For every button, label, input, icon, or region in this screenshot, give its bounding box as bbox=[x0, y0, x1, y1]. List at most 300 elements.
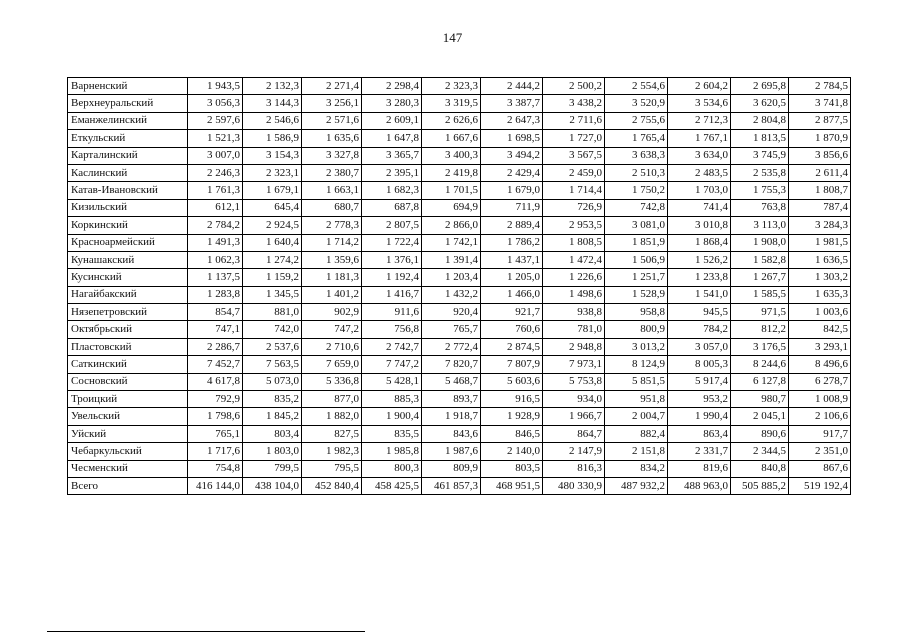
value-cell: 2 132,3 bbox=[243, 78, 302, 95]
district-name-cell: Карталинский bbox=[68, 147, 188, 164]
value-cell: 2 807,5 bbox=[362, 217, 422, 234]
value-cell: 2 298,4 bbox=[362, 78, 422, 95]
district-name-cell: Кусинский bbox=[68, 269, 188, 286]
district-name-cell: Увельский bbox=[68, 408, 188, 425]
value-cell: 1 813,5 bbox=[731, 130, 789, 147]
value-cell: 765,1 bbox=[188, 425, 243, 442]
table-row bbox=[68, 199, 851, 216]
table-row bbox=[68, 356, 851, 373]
value-cell: 920,4 bbox=[422, 304, 481, 321]
district-name-cell: Сосновский bbox=[68, 373, 188, 390]
value-cell: 1 498,6 bbox=[543, 286, 605, 303]
value-cell: 8 124,9 bbox=[605, 356, 668, 373]
value-cell: 1 274,2 bbox=[243, 251, 302, 268]
value-cell: 1 981,5 bbox=[789, 234, 851, 251]
value-cell: 1 181,3 bbox=[302, 269, 362, 286]
value-cell: 7 452,7 bbox=[188, 356, 243, 373]
value-cell: 1 803,0 bbox=[243, 443, 302, 460]
value-cell: 1 742,1 bbox=[422, 234, 481, 251]
table-row bbox=[68, 443, 851, 460]
table-row bbox=[68, 304, 851, 321]
value-cell: 800,9 bbox=[605, 321, 668, 338]
value-cell: 3 319,5 bbox=[422, 95, 481, 112]
value-cell: 917,7 bbox=[789, 425, 851, 442]
value-cell: 2 323,1 bbox=[243, 164, 302, 181]
value-cell: 953,2 bbox=[668, 391, 731, 408]
value-cell: 2 866,0 bbox=[422, 217, 481, 234]
value-cell: 711,9 bbox=[481, 199, 543, 216]
value-cell: 3 010,8 bbox=[668, 217, 731, 234]
value-cell: 3 638,3 bbox=[605, 147, 668, 164]
value-cell: 834,2 bbox=[605, 460, 668, 477]
value-cell: 2 546,6 bbox=[243, 112, 302, 129]
value-cell: 2 571,6 bbox=[302, 112, 362, 129]
value-cell: 877,0 bbox=[302, 391, 362, 408]
value-cell: 2 004,7 bbox=[605, 408, 668, 425]
value-cell: 2 271,4 bbox=[302, 78, 362, 95]
value-cell: 863,4 bbox=[668, 425, 731, 442]
value-cell: 3 494,2 bbox=[481, 147, 543, 164]
value-cell: 881,0 bbox=[243, 304, 302, 321]
value-cell: 792,9 bbox=[188, 391, 243, 408]
value-cell: 505 885,2 bbox=[731, 477, 789, 494]
value-cell: 1 203,4 bbox=[422, 269, 481, 286]
district-name-cell: Кизильский bbox=[68, 199, 188, 216]
value-cell: 3 293,1 bbox=[789, 338, 851, 355]
value-cell: 1 990,4 bbox=[668, 408, 731, 425]
district-name-cell: Катав-Ивановский bbox=[68, 182, 188, 199]
value-cell: 816,3 bbox=[543, 460, 605, 477]
value-cell: 3 113,0 bbox=[731, 217, 789, 234]
value-cell: 726,9 bbox=[543, 199, 605, 216]
value-cell: 958,8 bbox=[605, 304, 668, 321]
value-cell: 1 808,5 bbox=[543, 234, 605, 251]
value-cell: 1 416,7 bbox=[362, 286, 422, 303]
value-cell: 1 717,6 bbox=[188, 443, 243, 460]
value-cell: 8 496,6 bbox=[789, 356, 851, 373]
value-cell: 945,5 bbox=[668, 304, 731, 321]
value-cell: 6 278,7 bbox=[789, 373, 851, 390]
value-cell: 3 620,5 bbox=[731, 95, 789, 112]
value-cell: 1 663,1 bbox=[302, 182, 362, 199]
value-cell: 1 870,9 bbox=[789, 130, 851, 147]
value-cell: 2 611,4 bbox=[789, 164, 851, 181]
value-cell: 741,4 bbox=[668, 199, 731, 216]
value-cell: 787,4 bbox=[789, 199, 851, 216]
value-cell: 1 205,0 bbox=[481, 269, 543, 286]
value-cell: 2 877,5 bbox=[789, 112, 851, 129]
value-cell: 2 140,0 bbox=[481, 443, 543, 460]
district-name-cell: Кунашакский bbox=[68, 251, 188, 268]
value-cell: 3 387,7 bbox=[481, 95, 543, 112]
value-cell: 5 753,8 bbox=[543, 373, 605, 390]
value-cell: 835,5 bbox=[362, 425, 422, 442]
value-cell: 480 330,9 bbox=[543, 477, 605, 494]
value-cell: 1 765,4 bbox=[605, 130, 668, 147]
value-cell: 468 951,5 bbox=[481, 477, 543, 494]
value-cell: 519 192,4 bbox=[789, 477, 851, 494]
value-cell: 8 244,6 bbox=[731, 356, 789, 373]
value-cell: 921,7 bbox=[481, 304, 543, 321]
value-cell: 1 528,9 bbox=[605, 286, 668, 303]
value-cell: 3 154,3 bbox=[243, 147, 302, 164]
value-cell: 7 973,1 bbox=[543, 356, 605, 373]
value-cell: 803,4 bbox=[243, 425, 302, 442]
value-cell: 2 712,3 bbox=[668, 112, 731, 129]
table-body bbox=[68, 78, 851, 495]
value-cell: 1 432,2 bbox=[422, 286, 481, 303]
value-cell: 3 520,9 bbox=[605, 95, 668, 112]
value-cell: 1 701,5 bbox=[422, 182, 481, 199]
value-cell: 3 056,3 bbox=[188, 95, 243, 112]
value-cell: 645,4 bbox=[243, 199, 302, 216]
value-cell: 3 007,0 bbox=[188, 147, 243, 164]
table-row bbox=[68, 234, 851, 251]
value-cell: 3 081,0 bbox=[605, 217, 668, 234]
value-cell: 902,9 bbox=[302, 304, 362, 321]
value-cell: 2 784,5 bbox=[789, 78, 851, 95]
value-cell: 2 804,8 bbox=[731, 112, 789, 129]
page-number: 147 bbox=[442, 30, 463, 45]
value-cell: 2 429,4 bbox=[481, 164, 543, 181]
table-row bbox=[68, 95, 851, 112]
value-cell: 5 336,8 bbox=[302, 373, 362, 390]
value-cell: 3 144,3 bbox=[243, 95, 302, 112]
value-cell: 2 772,4 bbox=[422, 338, 481, 355]
value-cell: 842,5 bbox=[789, 321, 851, 338]
value-cell: 2 626,6 bbox=[422, 112, 481, 129]
value-cell: 1 767,1 bbox=[668, 130, 731, 147]
value-cell: 840,8 bbox=[731, 460, 789, 477]
value-cell: 1 727,0 bbox=[543, 130, 605, 147]
value-cell: 3 534,6 bbox=[668, 95, 731, 112]
district-name-cell: Октябрьский bbox=[68, 321, 188, 338]
value-cell: 763,8 bbox=[731, 199, 789, 216]
value-cell: 754,8 bbox=[188, 460, 243, 477]
value-cell: 1 636,5 bbox=[789, 251, 851, 268]
value-cell: 951,8 bbox=[605, 391, 668, 408]
table-row bbox=[68, 391, 851, 408]
table-row bbox=[68, 338, 851, 355]
value-cell: 5 428,1 bbox=[362, 373, 422, 390]
value-cell: 5 468,7 bbox=[422, 373, 481, 390]
district-name-cell: Всего bbox=[68, 477, 188, 494]
district-name-cell: Чебаркульский bbox=[68, 443, 188, 460]
value-cell: 1 966,7 bbox=[543, 408, 605, 425]
value-cell: 1 750,2 bbox=[605, 182, 668, 199]
value-cell: 1 466,0 bbox=[481, 286, 543, 303]
table-row bbox=[68, 217, 851, 234]
value-cell: 742,8 bbox=[605, 199, 668, 216]
value-cell: 3 013,2 bbox=[605, 338, 668, 355]
value-cell: 765,7 bbox=[422, 321, 481, 338]
table-row bbox=[68, 147, 851, 164]
value-cell: 784,2 bbox=[668, 321, 731, 338]
table-row bbox=[68, 477, 851, 494]
value-cell: 1 985,8 bbox=[362, 443, 422, 460]
value-cell: 747,1 bbox=[188, 321, 243, 338]
value-cell: 1 437,1 bbox=[481, 251, 543, 268]
value-cell: 8 005,3 bbox=[668, 356, 731, 373]
value-cell: 882,4 bbox=[605, 425, 668, 442]
value-cell: 2 246,3 bbox=[188, 164, 243, 181]
district-name-cell: Нагайбакский bbox=[68, 286, 188, 303]
table-row bbox=[68, 182, 851, 199]
value-cell: 2 742,7 bbox=[362, 338, 422, 355]
value-cell: 1 283,8 bbox=[188, 286, 243, 303]
value-cell: 756,8 bbox=[362, 321, 422, 338]
value-cell: 2 500,2 bbox=[543, 78, 605, 95]
value-cell: 438 104,0 bbox=[243, 477, 302, 494]
value-cell: 2 711,6 bbox=[543, 112, 605, 129]
value-cell: 7 807,9 bbox=[481, 356, 543, 373]
value-cell: 461 857,3 bbox=[422, 477, 481, 494]
value-cell: 1 667,6 bbox=[422, 130, 481, 147]
value-cell: 687,8 bbox=[362, 199, 422, 216]
value-cell: 980,7 bbox=[731, 391, 789, 408]
value-cell: 3 634,0 bbox=[668, 147, 731, 164]
value-cell: 2 380,7 bbox=[302, 164, 362, 181]
value-cell: 916,5 bbox=[481, 391, 543, 408]
value-cell: 6 127,8 bbox=[731, 373, 789, 390]
value-cell: 2 323,3 bbox=[422, 78, 481, 95]
value-cell: 1 376,1 bbox=[362, 251, 422, 268]
value-cell: 819,6 bbox=[668, 460, 731, 477]
value-cell: 3 280,3 bbox=[362, 95, 422, 112]
value-cell: 1 640,4 bbox=[243, 234, 302, 251]
value-cell: 1 635,6 bbox=[302, 130, 362, 147]
value-cell: 2 151,8 bbox=[605, 443, 668, 460]
value-cell: 2 351,0 bbox=[789, 443, 851, 460]
value-cell: 2 483,5 bbox=[668, 164, 731, 181]
value-cell: 1 761,3 bbox=[188, 182, 243, 199]
value-cell: 1 982,3 bbox=[302, 443, 362, 460]
value-cell: 1 703,0 bbox=[668, 182, 731, 199]
value-cell: 3 567,5 bbox=[543, 147, 605, 164]
value-cell: 458 425,5 bbox=[362, 477, 422, 494]
value-cell: 1 714,4 bbox=[543, 182, 605, 199]
value-cell: 760,6 bbox=[481, 321, 543, 338]
value-cell: 3 176,5 bbox=[731, 338, 789, 355]
value-cell: 1 159,2 bbox=[243, 269, 302, 286]
value-cell: 7 659,0 bbox=[302, 356, 362, 373]
value-cell: 3 745,9 bbox=[731, 147, 789, 164]
value-cell: 1 582,8 bbox=[731, 251, 789, 268]
value-cell: 416 144,0 bbox=[188, 477, 243, 494]
value-cell: 1 647,8 bbox=[362, 130, 422, 147]
value-cell: 1 808,7 bbox=[789, 182, 851, 199]
value-cell: 1 506,9 bbox=[605, 251, 668, 268]
value-cell: 7 563,5 bbox=[243, 356, 302, 373]
value-cell: 854,7 bbox=[188, 304, 243, 321]
value-cell: 1 233,8 bbox=[668, 269, 731, 286]
value-cell: 1 698,5 bbox=[481, 130, 543, 147]
value-cell: 3 741,8 bbox=[789, 95, 851, 112]
value-cell: 3 057,0 bbox=[668, 338, 731, 355]
value-cell: 1 526,2 bbox=[668, 251, 731, 268]
value-cell: 1 679,0 bbox=[481, 182, 543, 199]
table-row bbox=[68, 425, 851, 442]
table-row bbox=[68, 130, 851, 147]
value-cell: 2 444,2 bbox=[481, 78, 543, 95]
district-name-cell: Уйский bbox=[68, 425, 188, 442]
value-cell: 809,9 bbox=[422, 460, 481, 477]
district-name-cell: Саткинский bbox=[68, 356, 188, 373]
value-cell: 2 755,6 bbox=[605, 112, 668, 129]
table-row bbox=[68, 251, 851, 268]
value-cell: 971,5 bbox=[731, 304, 789, 321]
table-row bbox=[68, 321, 851, 338]
value-cell: 2 695,8 bbox=[731, 78, 789, 95]
value-cell: 934,0 bbox=[543, 391, 605, 408]
value-cell: 2 609,1 bbox=[362, 112, 422, 129]
table-row bbox=[68, 373, 851, 390]
value-cell: 3 438,2 bbox=[543, 95, 605, 112]
value-cell: 2 395,1 bbox=[362, 164, 422, 181]
value-cell: 4 617,8 bbox=[188, 373, 243, 390]
value-cell: 5 917,4 bbox=[668, 373, 731, 390]
value-cell: 1 722,4 bbox=[362, 234, 422, 251]
value-cell: 1 226,6 bbox=[543, 269, 605, 286]
value-cell: 2 778,3 bbox=[302, 217, 362, 234]
district-name-cell: Верхнеуральский bbox=[68, 95, 188, 112]
value-cell: 2 597,6 bbox=[188, 112, 243, 129]
value-cell: 1 267,7 bbox=[731, 269, 789, 286]
value-cell: 1 908,0 bbox=[731, 234, 789, 251]
district-name-cell: Варненский bbox=[68, 78, 188, 95]
district-name-cell: Коркинский bbox=[68, 217, 188, 234]
district-name-cell: Каслинский bbox=[68, 164, 188, 181]
value-cell: 1 786,2 bbox=[481, 234, 543, 251]
value-cell: 7 747,2 bbox=[362, 356, 422, 373]
value-cell: 2 948,8 bbox=[543, 338, 605, 355]
value-cell: 2 147,9 bbox=[543, 443, 605, 460]
district-name-cell: Троицкий bbox=[68, 391, 188, 408]
value-cell: 3 327,8 bbox=[302, 147, 362, 164]
value-cell: 487 932,2 bbox=[605, 477, 668, 494]
value-cell: 612,1 bbox=[188, 199, 243, 216]
value-cell: 2 953,5 bbox=[543, 217, 605, 234]
value-cell: 2 459,0 bbox=[543, 164, 605, 181]
table-row bbox=[68, 286, 851, 303]
value-cell: 488 963,0 bbox=[668, 477, 731, 494]
value-cell: 867,6 bbox=[789, 460, 851, 477]
value-cell: 2 647,3 bbox=[481, 112, 543, 129]
value-cell: 803,5 bbox=[481, 460, 543, 477]
value-cell: 2 419,8 bbox=[422, 164, 481, 181]
value-cell: 1 391,4 bbox=[422, 251, 481, 268]
value-cell: 452 840,4 bbox=[302, 477, 362, 494]
value-cell: 1 928,9 bbox=[481, 408, 543, 425]
value-cell: 3 284,3 bbox=[789, 217, 851, 234]
district-name-cell: Еманжелинский bbox=[68, 112, 188, 129]
value-cell: 3 256,1 bbox=[302, 95, 362, 112]
value-cell: 938,8 bbox=[543, 304, 605, 321]
district-name-cell: Нязепетровский bbox=[68, 304, 188, 321]
district-name-cell: Пластовский bbox=[68, 338, 188, 355]
value-cell: 893,7 bbox=[422, 391, 481, 408]
value-cell: 1 541,0 bbox=[668, 286, 731, 303]
value-cell: 2 537,6 bbox=[243, 338, 302, 355]
value-cell: 2 874,5 bbox=[481, 338, 543, 355]
value-cell: 843,6 bbox=[422, 425, 481, 442]
district-data-table bbox=[67, 77, 851, 495]
value-cell: 747,2 bbox=[302, 321, 362, 338]
value-cell: 799,5 bbox=[243, 460, 302, 477]
value-cell: 1 987,6 bbox=[422, 443, 481, 460]
table-row bbox=[68, 269, 851, 286]
value-cell: 2 535,8 bbox=[731, 164, 789, 181]
value-cell: 911,6 bbox=[362, 304, 422, 321]
footnote-divider bbox=[47, 631, 365, 632]
value-cell: 2 510,3 bbox=[605, 164, 668, 181]
value-cell: 2 554,6 bbox=[605, 78, 668, 95]
value-cell: 1 900,4 bbox=[362, 408, 422, 425]
value-cell: 800,3 bbox=[362, 460, 422, 477]
value-cell: 1 798,6 bbox=[188, 408, 243, 425]
value-cell: 2 106,6 bbox=[789, 408, 851, 425]
value-cell: 3 365,7 bbox=[362, 147, 422, 164]
district-name-cell: Чесменский bbox=[68, 460, 188, 477]
value-cell: 5 603,6 bbox=[481, 373, 543, 390]
value-cell: 1 137,5 bbox=[188, 269, 243, 286]
table-row bbox=[68, 408, 851, 425]
value-cell: 1 714,2 bbox=[302, 234, 362, 251]
value-cell: 1 845,2 bbox=[243, 408, 302, 425]
value-cell: 1 882,0 bbox=[302, 408, 362, 425]
table-row bbox=[68, 78, 851, 95]
value-cell: 7 820,7 bbox=[422, 356, 481, 373]
value-cell: 1 586,9 bbox=[243, 130, 302, 147]
value-cell: 1 868,4 bbox=[668, 234, 731, 251]
district-name-cell: Еткульский bbox=[68, 130, 188, 147]
value-cell: 1 008,9 bbox=[789, 391, 851, 408]
table-row bbox=[68, 164, 851, 181]
value-cell: 781,0 bbox=[543, 321, 605, 338]
value-cell: 2 710,6 bbox=[302, 338, 362, 355]
value-cell: 3 400,3 bbox=[422, 147, 481, 164]
value-cell: 1 755,3 bbox=[731, 182, 789, 199]
value-cell: 680,7 bbox=[302, 199, 362, 216]
value-cell: 5 073,0 bbox=[243, 373, 302, 390]
value-cell: 1 192,4 bbox=[362, 269, 422, 286]
value-cell: 835,2 bbox=[243, 391, 302, 408]
value-cell: 2 344,5 bbox=[731, 443, 789, 460]
value-cell: 1 682,3 bbox=[362, 182, 422, 199]
value-cell: 1 635,3 bbox=[789, 286, 851, 303]
value-cell: 1 491,3 bbox=[188, 234, 243, 251]
value-cell: 694,9 bbox=[422, 199, 481, 216]
value-cell: 885,3 bbox=[362, 391, 422, 408]
value-cell: 1 251,7 bbox=[605, 269, 668, 286]
value-cell: 827,5 bbox=[302, 425, 362, 442]
value-cell: 890,6 bbox=[731, 425, 789, 442]
value-cell: 3 856,6 bbox=[789, 147, 851, 164]
value-cell: 1 585,5 bbox=[731, 286, 789, 303]
value-cell: 1 851,9 bbox=[605, 234, 668, 251]
value-cell: 1 303,2 bbox=[789, 269, 851, 286]
value-cell: 846,5 bbox=[481, 425, 543, 442]
value-cell: 2 331,7 bbox=[668, 443, 731, 460]
value-cell: 1 679,1 bbox=[243, 182, 302, 199]
value-cell: 1 918,7 bbox=[422, 408, 481, 425]
value-cell: 742,0 bbox=[243, 321, 302, 338]
value-cell: 864,7 bbox=[543, 425, 605, 442]
value-cell: 1 472,4 bbox=[543, 251, 605, 268]
value-cell: 2 604,2 bbox=[668, 78, 731, 95]
value-cell: 2 889,4 bbox=[481, 217, 543, 234]
value-cell: 1 003,6 bbox=[789, 304, 851, 321]
